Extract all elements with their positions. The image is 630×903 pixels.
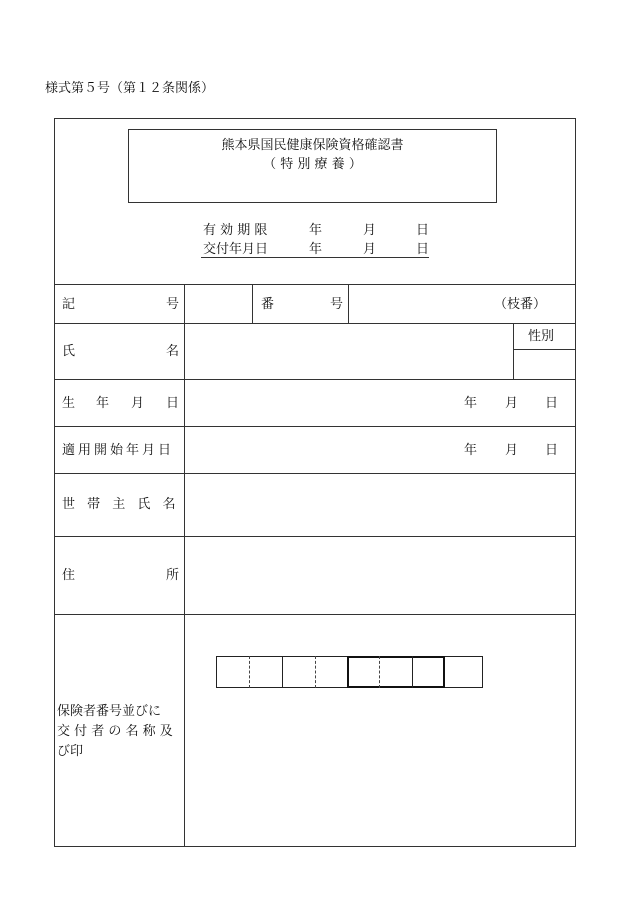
- kigo-label-2: 号: [166, 297, 180, 312]
- bango-value-divider: [348, 284, 349, 323]
- bango-label-2: 号: [330, 297, 344, 312]
- expiry-label: 有 効 期 限: [203, 223, 268, 238]
- row-divider-2: [54, 323, 576, 324]
- expiry-month: 月: [363, 223, 377, 238]
- insurer-label-line1: 保険者番号並びに: [57, 704, 162, 719]
- kigo-label-1: 記: [62, 297, 76, 312]
- label-column-divider: [184, 284, 185, 847]
- insurer-number-box-group-4: [445, 656, 483, 688]
- issue-day: 日: [416, 242, 430, 257]
- address-label-1: 住: [62, 568, 76, 583]
- dob-year: 年: [464, 396, 478, 411]
- expiry-day: 日: [416, 223, 430, 238]
- insurer-label-line3: び印: [57, 744, 84, 759]
- document-title: 熊本県国民健康保険資格確認書: [221, 138, 404, 153]
- insurer-label-line2: 交 付 者 の 名 称 及: [57, 724, 173, 739]
- form-reference: 様式第５号（第１２条関係）: [45, 81, 215, 96]
- dob-month: 月: [505, 396, 519, 411]
- apply-start-label: 適用開始年月日: [62, 443, 175, 458]
- issue-year: 年: [309, 242, 323, 257]
- gender-split: [513, 349, 576, 350]
- dob-day: 日: [545, 396, 559, 411]
- row-divider-6: [54, 536, 576, 537]
- apply-month: 月: [505, 443, 519, 458]
- insurer-number-box-group-3: [347, 656, 445, 688]
- householder-label: 世 帯 主 氏 名: [62, 497, 180, 512]
- bango-label-1: 番: [261, 297, 275, 312]
- gender-divider: [513, 323, 514, 379]
- dob-label-3: 月: [131, 396, 145, 411]
- apply-day: 日: [545, 443, 559, 458]
- dob-label-1: 生: [62, 396, 76, 411]
- address-label-2: 所: [166, 568, 180, 583]
- insurer-number-box-divider-4: [412, 656, 413, 688]
- expiry-year: 年: [309, 223, 323, 238]
- apply-year: 年: [464, 443, 478, 458]
- row-divider-1: [54, 284, 576, 285]
- insurer-number-box-divider-2: [315, 656, 316, 688]
- row-divider-4: [54, 426, 576, 427]
- kigo-bango-divider: [252, 284, 253, 323]
- name-label-1: 氏: [62, 344, 76, 359]
- dob-label-4: 日: [166, 396, 180, 411]
- row-divider-7: [54, 614, 576, 615]
- issue-label: 交付年月日: [203, 242, 269, 257]
- dob-label-2: 年: [96, 396, 110, 411]
- name-label-2: 名: [166, 344, 180, 359]
- issue-underline: [201, 257, 429, 258]
- row-divider-3: [54, 379, 576, 380]
- gender-label: 性別: [528, 329, 555, 344]
- edaban-label: （枝番）: [494, 297, 547, 312]
- insurer-number-box-divider-3: [379, 656, 380, 688]
- issue-month: 月: [363, 242, 377, 257]
- document-subtitle: （ 特 別 療 養 ）: [263, 157, 362, 172]
- row-divider-5: [54, 473, 576, 474]
- insurer-number-box-divider-1: [249, 656, 250, 688]
